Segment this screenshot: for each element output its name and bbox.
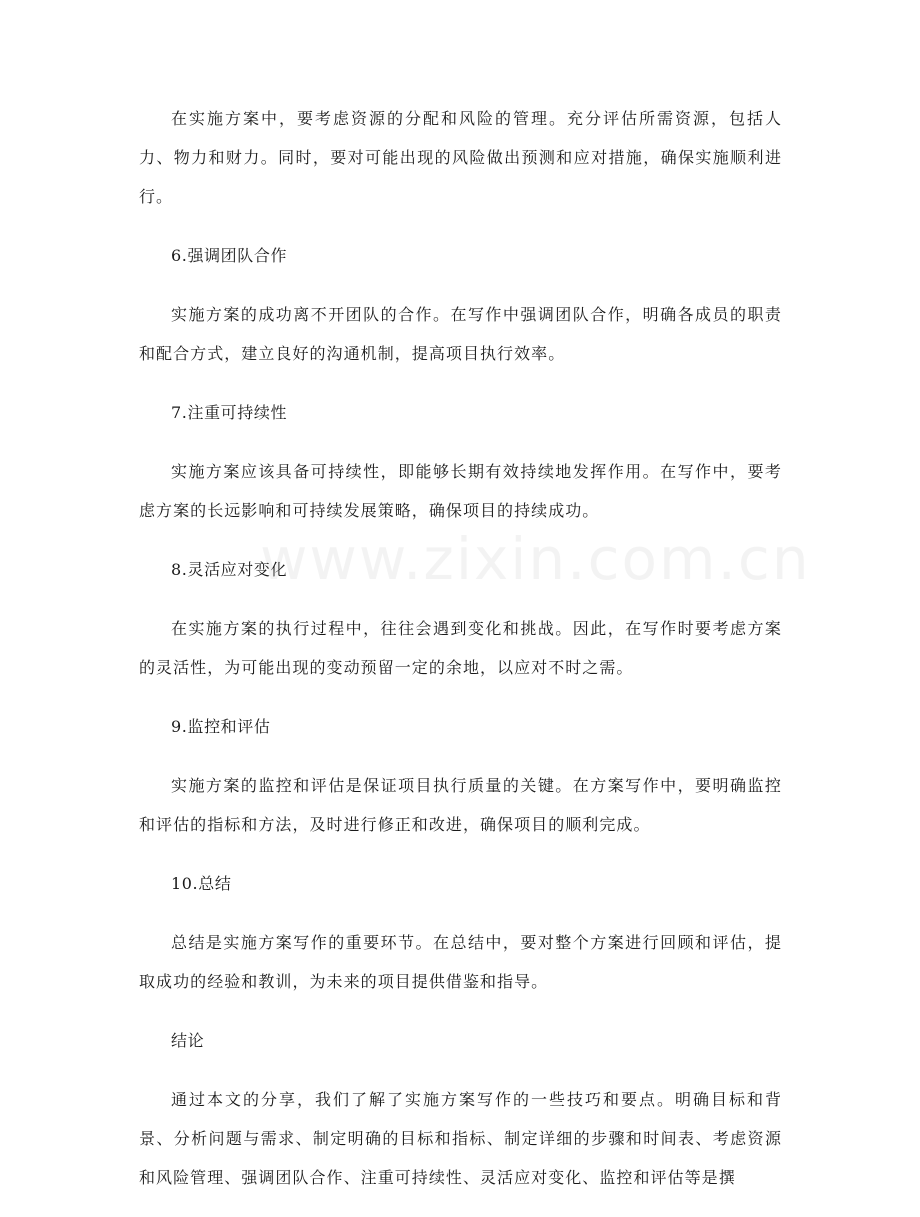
section-heading-6: 6.强调团队合作 <box>171 246 288 265</box>
paragraph-teamwork: 实施方案的成功离不开团队的合作。在写作中强调团队合作，明确各成员的职责和配合方式，建立良好的沟通机制，提高项目执行效率。 <box>139 305 782 363</box>
section-heading-8: 8.灵活应对变化 <box>171 560 288 579</box>
paragraph-sustainability: 实施方案应该具备可持续性，即能够长期有效持续地发挥作用。在写作中，要考虑方案的长远影响和可持续发展策略，确保项目的持续成功。 <box>139 462 782 520</box>
section-heading-10: 10.总结 <box>171 874 232 893</box>
section-heading-9: 9.监控和评估 <box>171 717 271 736</box>
paragraph-flexibility: 在实施方案的执行过程中，往往会遇到变化和挑战。因此，在写作时要考虑方案的灵活性，为可能出现的变动预留一定的余地，以应对不时之需。 <box>139 619 782 677</box>
paragraph-summary: 总结是实施方案写作的重要环节。在总结中，要对整个方案进行回顾和评估，提取成功的经验和教训，为未来的项目提供借鉴和指导。 <box>139 933 782 991</box>
paragraph-conclusion: 通过本文的分享，我们了解了实施方案写作的一些技巧和要点。明确目标和背景、分析问题与需求、制定明确的目标和指标、制定详细的步骤和时间表、考虑资源和风险管理、强调团队合作、注重可持续性、灵活应对变化、监控和评估等是撰 <box>139 1090 782 1187</box>
paragraph-resources-risk: 在实施方案中，要考虑资源的分配和风险的管理。充分评估所需资源，包括人力、物力和财力。同时，要对可能出现的风险做出预测和应对措施，确保实施顺利进行。 <box>139 109 782 206</box>
watermark: www.zixin.com.cn <box>260 525 811 593</box>
conclusion-heading: 结论 <box>171 1031 205 1050</box>
paragraph-monitoring: 实施方案的监控和评估是保证项目执行质量的关键。在方案写作中，要明确监控和评估的指标和方法，及时进行修正和改进，确保项目的顺利完成。 <box>139 776 782 834</box>
section-heading-7: 7.注重可持续性 <box>171 403 288 422</box>
document-body <box>139 99 782 1217</box>
